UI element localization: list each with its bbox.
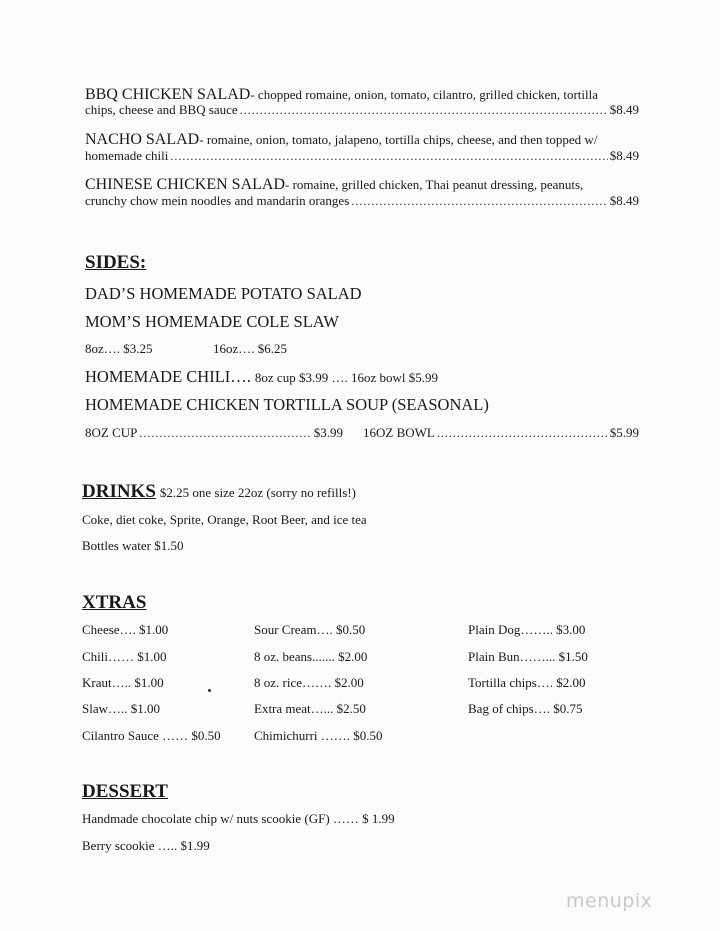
side-potato-salad: DAD’S HOMEMADE POTATO SALAD	[85, 284, 362, 303]
xtra-item: 8 oz. beans....... $2.00	[254, 649, 368, 664]
soup-bowl-row	[363, 425, 639, 441]
salad-bbq-name: BBQ CHICKEN SALAD	[85, 86, 251, 103]
side-chili-prices: 8oz cup $3.99 …. 16oz bowl $5.99	[254, 370, 438, 385]
xtras-heading: XTRAS	[82, 592, 147, 613]
salad-chinese-desc1: - romaine, grilled chicken, Thai peanut dressing, peanuts,	[285, 177, 584, 192]
xtra-item: Cheese…. $1.00	[82, 622, 169, 637]
xtra-item: Extra meat…... $2.50	[254, 701, 366, 716]
dessert-item: Handmade chocolate chip w/ nuts scookie (GF) …… $ 1.99	[82, 811, 395, 826]
dessert-heading: DESSERT	[82, 781, 168, 802]
xtra-item: 8 oz. rice……. $2.00	[254, 675, 364, 690]
drinks-heading: DRINKS	[82, 481, 156, 502]
salad-bbq-line2	[85, 102, 639, 118]
xtra-item: Sour Cream…. $0.50	[254, 622, 366, 637]
side-chili-name: HOMEMADE CHILI….	[85, 367, 251, 386]
drinks-list: Coke, diet coke, Sprite, Orange, Root Beer, and ice tea	[82, 512, 367, 527]
drinks-bottled-water: Bottles water $1.50	[82, 538, 184, 553]
sides-heading: SIDES:	[85, 252, 147, 273]
leader-dots	[351, 194, 607, 209]
side-cole-slaw: MOM’S HOMEMADE COLE SLAW	[85, 312, 339, 331]
salad-nacho-name: NACHO SALAD	[85, 131, 200, 148]
salad-chinese-desc2: crunchy chow mein noodles and mandarin oranges	[85, 193, 350, 208]
salad-bbq-price: $8.49	[609, 102, 639, 117]
salad-chinese-line1	[85, 176, 583, 194]
salad-nacho-price: $8.49	[609, 148, 639, 163]
soup-bowl-price: $5.99	[609, 425, 639, 440]
xtra-item: Tortilla chips…. $2.00	[468, 675, 586, 690]
salad-chinese-line2	[85, 193, 639, 209]
salad-nacho-desc1: - romaine, onion, tomato, jalapeno, tortilla chips, cheese, and then topped w/	[199, 132, 598, 147]
drinks-header	[82, 481, 356, 503]
salad-nacho-line2	[85, 148, 639, 164]
watermark-logo: menupix	[566, 890, 653, 912]
side-chili	[85, 367, 438, 387]
side-tortilla-soup: HOMEMADE CHICKEN TORTILLA SOUP (SEASONAL)	[85, 395, 489, 414]
salad-chinese-price: $8.49	[609, 193, 639, 208]
xtra-item: Cilantro Sauce …… $0.50	[82, 728, 221, 743]
xtra-item: Bag of chips…. $0.75	[468, 701, 583, 716]
soup-cup-label: 8OZ CUP	[85, 425, 138, 440]
salad-bbq-desc2: chips, cheese and BBQ sauce	[85, 102, 238, 117]
xtra-item: Chimichurri ……. $0.50	[254, 728, 383, 743]
soup-bowl-label: 16OZ BOWL	[363, 425, 435, 440]
leader-dots	[240, 103, 608, 118]
side-size-8oz: 8oz…. $3.25	[85, 341, 153, 356]
xtra-item: Plain Dog…….. $3.00	[468, 622, 586, 637]
xtra-item: Plain Bun……... $1.50	[468, 649, 588, 664]
xtra-item: Chili…… $1.00	[82, 649, 167, 664]
drinks-note: $2.25 one size 22oz (sorry no refills!)	[159, 485, 356, 500]
leader-dots	[170, 149, 607, 164]
xtra-item: Slaw….. $1.00	[82, 701, 160, 716]
soup-cup-price: $3.99	[313, 425, 343, 440]
salad-nacho-line1	[85, 131, 597, 149]
leader-dots	[437, 426, 608, 441]
leader-dots	[139, 426, 311, 441]
salad-bbq-desc1: - chopped romaine, onion, tomato, cilantro, grilled chicken, tortilla	[250, 87, 598, 102]
stray-mark	[208, 689, 211, 692]
soup-cup-row	[85, 425, 343, 441]
salad-nacho-desc2: homemade chili	[85, 148, 169, 163]
xtra-item: Kraut….. $1.00	[82, 675, 164, 690]
side-size-16oz: 16oz…. $6.25	[213, 341, 288, 356]
dessert-item: Berry scookie ….. $1.99	[82, 838, 210, 853]
salad-chinese-name: CHINESE CHICKEN SALAD	[85, 176, 285, 193]
